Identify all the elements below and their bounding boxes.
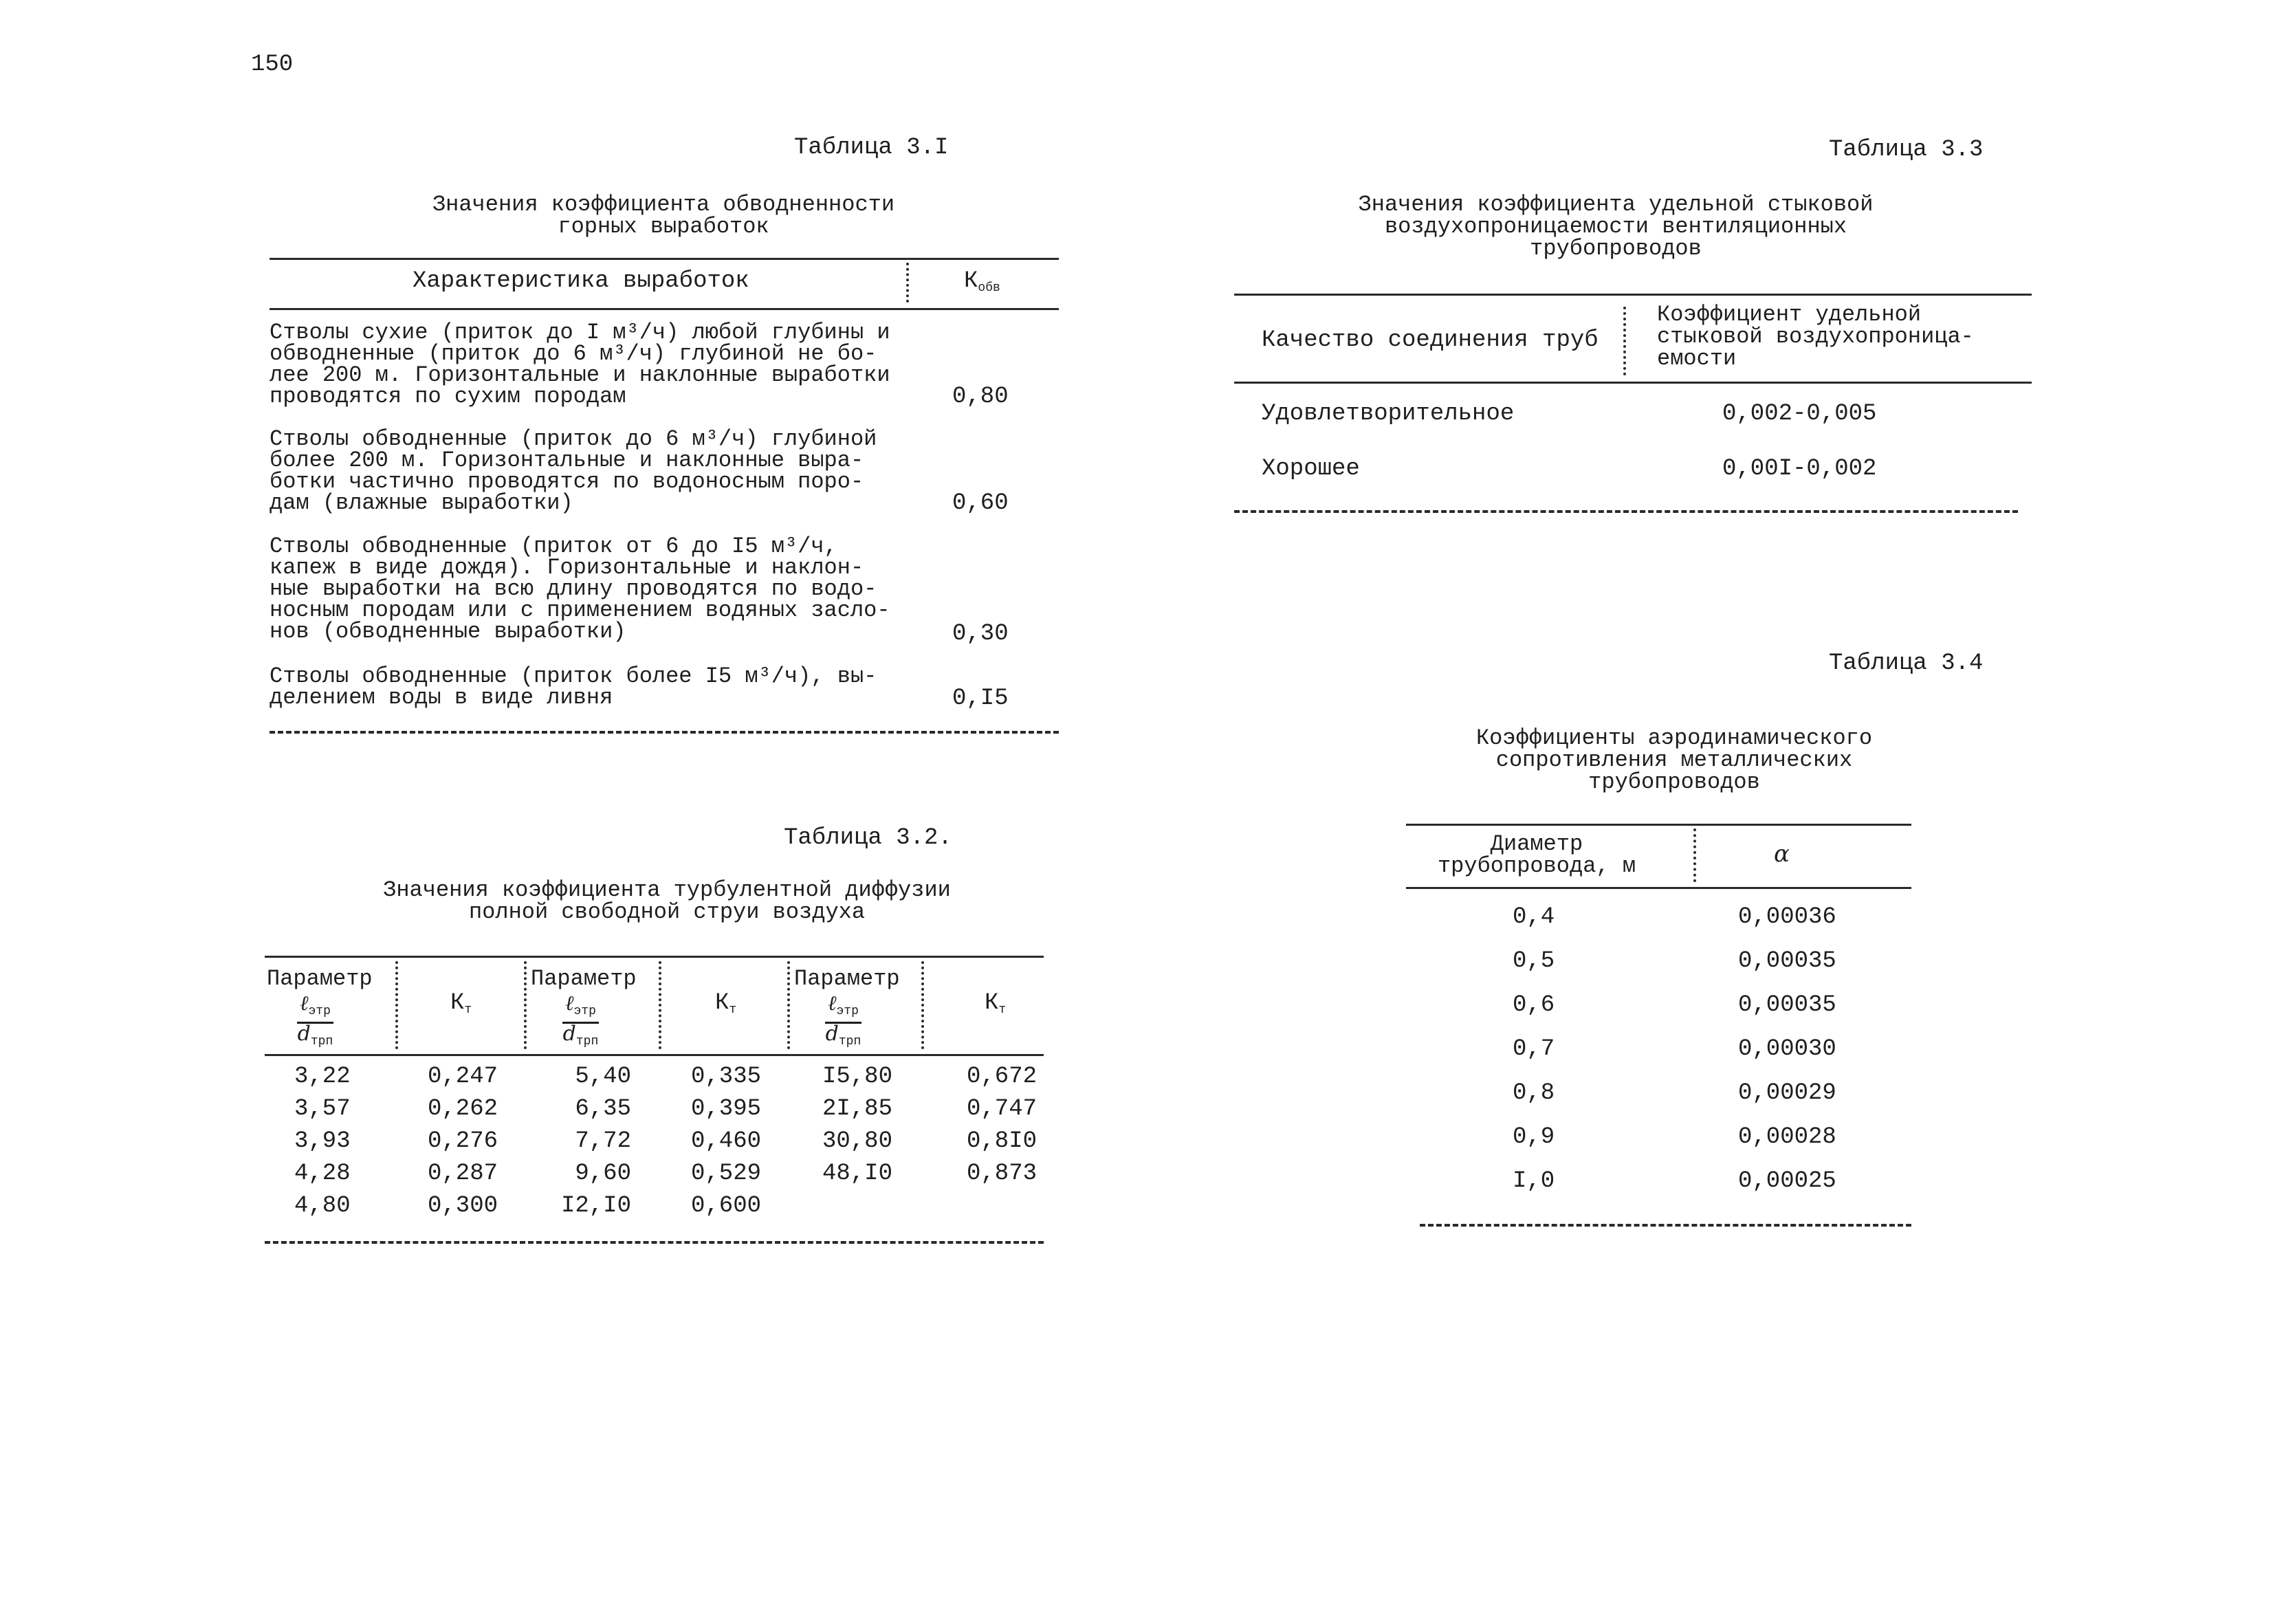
table-3-1-row-4-text: Стволы обводненные (приток более I5 м³/ч), вы- делением воды в виде ливня bbox=[270, 663, 877, 710]
table-3-4-header-separator bbox=[1693, 829, 1696, 882]
table-3-4-alpha: 0,00036 bbox=[1738, 904, 1836, 930]
table-3-4-diameter: I,0 bbox=[1513, 1168, 1555, 1194]
table-3-4-diameter: 0,9 bbox=[1513, 1124, 1555, 1150]
table-3-1-end-rule bbox=[270, 731, 1059, 734]
table-3-2-header-rule bbox=[265, 1054, 1044, 1056]
table-3-2-g2-param: 7,72 bbox=[575, 1128, 631, 1154]
table-3-2-param-label-1: Параметр bbox=[267, 966, 373, 991]
table-3-2-separator-4 bbox=[787, 961, 790, 1049]
table-3-2-g3-param: 48,I0 bbox=[822, 1161, 892, 1187]
table-3-2-param-fraction-3: ℓ$_{этр}$ $d_{трп}$ bbox=[825, 991, 861, 1049]
table-3-1-row-4-value: 0,I5 bbox=[952, 685, 1009, 712]
table-3-2-g2-kt: 0,395 bbox=[691, 1096, 762, 1122]
table-3-4-header-rule bbox=[1406, 887, 1911, 889]
table-3-4-title: Коэффициенты аэродинамического сопротивления металлических трубопроводов bbox=[1475, 725, 1873, 795]
table-3-2-g1-param: 3,22 bbox=[294, 1064, 351, 1090]
table-3-3-header-separator bbox=[1623, 307, 1626, 375]
table-3-2-g3-kt: 0,8I0 bbox=[967, 1128, 1037, 1154]
k-symbol: К bbox=[964, 268, 978, 294]
table-3-4-alpha: 0,00035 bbox=[1738, 992, 1836, 1018]
table-3-4-header-diameter: Диаметр трубопровода, м bbox=[1437, 831, 1636, 879]
table-3-2-g2-kt: 0,335 bbox=[691, 1064, 762, 1090]
table-3-3-header-coefficient: Коэффициент удельной стыковой воздухопроница- емости bbox=[1657, 302, 1974, 371]
table-3-1-row-3-text: Стволы обводненные (приток от 6 до I5 м³/ч, капеж в виде дождя). Горизонтальные и наклон- ные выработки на всю длину проводятся по водо- носным породам или с применением водяных заслo- нов (обводненные выработки) bbox=[270, 534, 890, 644]
table-3-2-title: Значения коэффициента турбулентной диффузии полной свободной струи воздуха bbox=[383, 877, 951, 925]
table-3-3-title: Значения коэффициента удельной стыковой воздухопроницаемости вентиляционных трубопроводов bbox=[1358, 192, 1874, 261]
table-3-2-separator-3 bbox=[659, 961, 661, 1049]
table-3-1-caption: Таблица 3.I bbox=[794, 135, 949, 161]
table-3-1-row-3-value: 0,30 bbox=[952, 621, 1009, 647]
table-3-4-diameter: 0,8 bbox=[1513, 1080, 1555, 1106]
table-3-2-separator-1 bbox=[395, 961, 398, 1049]
table-3-2-g1-param: 4,28 bbox=[294, 1161, 351, 1187]
table-3-2-g2-param: 6,35 bbox=[575, 1096, 631, 1122]
k-subscript: обв bbox=[978, 281, 1000, 295]
table-3-2-param-label-3: Параметр bbox=[794, 966, 900, 991]
table-3-1-header-k bbox=[964, 268, 1000, 295]
table-3-2-g3-kt: 0,747 bbox=[967, 1096, 1037, 1122]
table-3-2-g3-kt: 0,873 bbox=[967, 1161, 1037, 1187]
table-3-2-g3-kt: 0,672 bbox=[967, 1064, 1037, 1090]
table-3-4-diameter: 0,7 bbox=[1513, 1036, 1555, 1062]
table-3-1-row-2-text: Стволы обводненные (приток до 6 м³/ч) глубиной более 200 м. Горизонтальные и наклонные выра- ботки частично проводятся по водоносным поро- дам (влажные выработки) bbox=[270, 426, 877, 516]
table-3-1-header-separator bbox=[906, 263, 909, 303]
table-3-2-separator-5 bbox=[921, 961, 924, 1049]
table-3-2-g2-kt: 0,600 bbox=[691, 1193, 762, 1219]
table-3-2-g1-param: 3,57 bbox=[294, 1096, 351, 1122]
table-3-1-header-characteristic: Характеристика выработок bbox=[413, 268, 749, 294]
table-3-4-header-alpha: α bbox=[1774, 840, 1790, 868]
table-3-4-end-rule bbox=[1420, 1224, 1911, 1227]
table-3-2-top-rule bbox=[265, 956, 1044, 958]
table-3-3-header-rule bbox=[1234, 382, 2032, 384]
table-3-2-g2-kt: 0,460 bbox=[691, 1128, 762, 1154]
table-3-4-diameter: 0,6 bbox=[1513, 992, 1555, 1018]
table-3-2-g1-kt: 0,247 bbox=[428, 1064, 498, 1090]
table-3-1-top-rule bbox=[270, 258, 1059, 260]
table-3-3-row-1-value: 0,002-0,005 bbox=[1722, 401, 1877, 427]
table-3-2-end-rule bbox=[265, 1241, 1044, 1244]
table-3-4-caption: Таблица 3.4 bbox=[1829, 650, 1984, 677]
table-3-2-param-fraction-2: ℓ$_{этр}$ $d_{трп}$ bbox=[562, 991, 599, 1049]
table-3-2-g2-param: 5,40 bbox=[575, 1064, 631, 1090]
table-3-2-kt-header-2: $К_т$ bbox=[715, 990, 737, 1017]
table-3-4-top-rule bbox=[1406, 824, 1911, 826]
table-3-1-header-rule bbox=[270, 308, 1059, 310]
table-3-2-param-label-2: Параметр bbox=[531, 966, 637, 991]
table-3-2-g2-param: I2,I0 bbox=[560, 1193, 631, 1219]
table-3-3-row-1-quality: Удовлетворительное bbox=[1262, 401, 1515, 427]
table-3-2-caption: Таблица 3.2. bbox=[784, 825, 952, 851]
table-3-2-g1-kt: 0,300 bbox=[428, 1193, 498, 1219]
table-3-4-alpha: 0,00028 bbox=[1738, 1124, 1836, 1150]
table-3-3-caption: Таблица 3.3 bbox=[1829, 137, 1984, 163]
table-3-3-top-rule bbox=[1234, 294, 2032, 296]
table-3-2-param-fraction-1: ℓ$_{этр}$ $d_{трп}$ bbox=[297, 991, 333, 1049]
table-3-2-separator-2 bbox=[524, 961, 527, 1049]
table-3-2-g3-param: 2I,85 bbox=[822, 1096, 892, 1122]
table-3-2-g1-kt: 0,262 bbox=[428, 1096, 498, 1122]
table-3-3-end-rule bbox=[1234, 510, 2018, 513]
table-3-1-row-2-value: 0,60 bbox=[952, 490, 1009, 516]
table-3-2-g1-kt: 0,287 bbox=[428, 1161, 498, 1187]
table-3-1-row-1-value: 0,80 bbox=[952, 384, 1009, 410]
table-3-2-g1-param: 3,93 bbox=[294, 1128, 351, 1154]
table-3-2-kt-header-1: $К_т$ bbox=[450, 990, 472, 1017]
table-3-4-diameter: 0,5 bbox=[1513, 948, 1555, 974]
table-3-4-alpha: 0,00025 bbox=[1738, 1168, 1836, 1194]
table-3-3-row-2-value: 0,00I-0,002 bbox=[1722, 456, 1877, 482]
table-3-1-title: Значения коэффициента обводненности горных выработок bbox=[432, 192, 895, 239]
table-3-2-g1-param: 4,80 bbox=[294, 1193, 351, 1219]
table-3-2-kt-header-3: $К_т$ bbox=[985, 990, 1007, 1017]
table-3-4-diameter: 0,4 bbox=[1513, 904, 1555, 930]
table-3-4-alpha: 0,00035 bbox=[1738, 948, 1836, 974]
table-3-2-g3-param: I5,80 bbox=[822, 1064, 892, 1090]
table-3-2-g1-kt: 0,276 bbox=[428, 1128, 498, 1154]
table-3-2-g2-kt: 0,529 bbox=[691, 1161, 762, 1187]
table-3-2-g2-param: 9,60 bbox=[575, 1161, 631, 1187]
table-3-3-header-quality: Качество соединения труб bbox=[1262, 327, 1599, 353]
table-3-3-row-2-quality: Хорошее bbox=[1262, 456, 1360, 482]
page-number: 150 bbox=[251, 52, 294, 78]
table-3-4-alpha: 0,00030 bbox=[1738, 1036, 1836, 1062]
table-3-4-alpha: 0,00029 bbox=[1738, 1080, 1836, 1106]
table-3-2-g3-param: 30,80 bbox=[822, 1128, 892, 1154]
table-3-1-row-1-text: Стволы сухие (приток до I м³/ч) любой глубины и обводненные (приток до 6 м³/ч) глубиной не бо- лее 200 м. Горизонтальные и наклонные выработки проводятся по сухим породам bbox=[270, 320, 890, 409]
